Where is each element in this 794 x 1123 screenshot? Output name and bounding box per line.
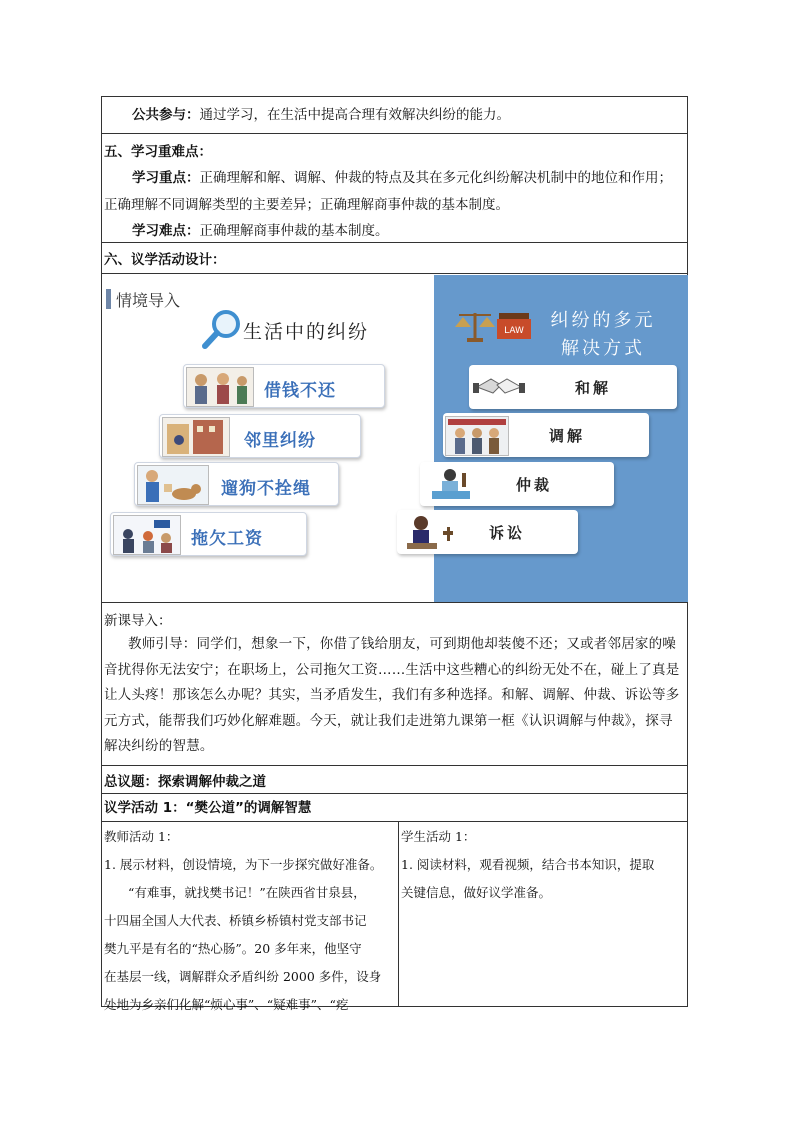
- teacher-line: 樊九平是有名的“热心肠”。20 多年来，他坚守: [104, 941, 362, 956]
- key-points-label: 学习重点：: [132, 170, 200, 186]
- activity1-title: 议学活动 1：“樊公道”的调解智慧: [104, 800, 312, 816]
- student-line: 1. 阅读材料，观看视频，结合书本知识，提取: [401, 857, 655, 872]
- teacher-activity: [104, 823, 398, 1019]
- intro-line: 让人头疼！那该怎么办呢？其实，当矛盾发生，我们有多种选择。和解、调解、仲裁、诉讼等多: [104, 687, 680, 704]
- teacher-activity-title: 教师活动 1：: [104, 829, 179, 844]
- main-topic: 总议题：探索调解仲裁之道: [104, 774, 266, 790]
- arbitration-illustration: [426, 465, 476, 503]
- intro-line: 音扰得你无法安宁；在职场上，公司拖欠工资……生活中这些糟心的纠纷无处不在，碰上了真是: [104, 661, 680, 678]
- student-activity-title: 学生活动 1：: [401, 829, 476, 844]
- public-participation-text: 通过学习，在生活中提高合理有效解决纠纷的能力。: [199, 107, 510, 123]
- teacher-line: 在基层一线，调解群众矛盾纠纷 2000 多件，设身: [104, 969, 382, 984]
- dispute-label-dog: 遛狗不拴绳: [221, 479, 311, 499]
- right-title-line1: 纠纷的多元: [550, 310, 656, 331]
- dispute-card-neighbor: [159, 414, 361, 458]
- row-divider: [102, 242, 687, 243]
- column-divider: [398, 821, 399, 1007]
- right-title-line2: 解决方式: [561, 338, 645, 359]
- intro-line: 解决纠纷的智慧。: [104, 738, 214, 755]
- row-divider: [102, 793, 687, 794]
- intro-paragraph: [104, 632, 688, 760]
- resolution-label-reconciliation: 和解: [575, 379, 612, 397]
- key-points-text: 正确理解和解、调解、仲裁的特点及其在多元化纠纷解决机制中的地位和作用；: [199, 170, 672, 186]
- section-title-bar: [106, 289, 111, 309]
- resolution-card-reconciliation: [469, 365, 677, 409]
- resolution-label-arbitration: 仲裁: [516, 476, 553, 494]
- teacher-line: 十四届全国人大代表、桥镇乡桥镇村党支部书记: [104, 913, 367, 928]
- student-activity: [401, 823, 687, 907]
- row-divider: [102, 133, 687, 134]
- row-divider: [102, 821, 687, 822]
- dispute-label-loan: 借钱不还: [264, 381, 336, 401]
- wages-illustration: [113, 515, 181, 555]
- dispute-label-neighbor: 邻里纠纷: [244, 431, 316, 451]
- loan-illustration: [186, 367, 254, 407]
- litigation-illustration: [403, 513, 457, 551]
- public-participation-line: [132, 105, 510, 125]
- intro-title: 新课导入：: [104, 613, 172, 629]
- dispute-card-wages: [110, 512, 307, 556]
- scenario-intro-figure: [103, 275, 688, 602]
- student-line: 关键信息，做好议学准备。: [401, 885, 552, 900]
- left-title: 生活中的纠纷: [243, 321, 370, 343]
- figure-section-title: 情境导入: [116, 291, 181, 310]
- row-divider: [102, 273, 687, 274]
- resolution-card-litigation: [397, 510, 578, 554]
- resolution-label-litigation: 诉讼: [489, 524, 526, 542]
- intro-line: 元方式，能帮我们巧妙化解难题。今天，就让我们走进第九课第一框《认识调解与仲裁》，探寻: [104, 712, 673, 729]
- dog-illustration: [137, 465, 209, 505]
- handshake-icon: [473, 369, 525, 405]
- teacher-line: 1. 展示材料，创设情境，为下一步探究做好准备。: [104, 857, 383, 872]
- dispute-card-loan: [183, 364, 385, 408]
- row-divider: [102, 602, 687, 603]
- section6-title: 六、议学活动设计：: [104, 252, 226, 268]
- difficulty-line: [132, 221, 389, 241]
- dispute-card-dog: [134, 462, 339, 506]
- key-points-line2: 正确理解不同调解类型的主要差异；正确理解商事仲裁的基本制度。: [104, 197, 509, 213]
- teacher-line: “有难事，就找樊书记！”在陕西省甘泉县，: [128, 885, 366, 900]
- difficulty-text: 正确理解商事仲裁的基本制度。: [199, 223, 389, 239]
- row-divider: [102, 765, 687, 766]
- law-sign-text: LAW: [504, 326, 524, 336]
- neighbor-illustration: [162, 417, 230, 457]
- section5-title: 五、学习重难点：: [104, 144, 212, 160]
- lesson-plan-table: [101, 96, 688, 1012]
- resolution-label-mediation: 调解: [549, 427, 586, 445]
- intro-line: 教师引导：同学们，想象一下，你借了钱给朋友，可到期他却装傻不还；又或者邻居家的噪: [128, 636, 676, 652]
- key-points-line: [132, 168, 672, 188]
- magnifier-icon: [201, 307, 245, 351]
- teacher-line: 处地为乡亲们化解“烦心事”、“疑难事”、“疙: [104, 997, 349, 1012]
- difficulty-label: 学习难点：: [132, 223, 200, 239]
- resolution-card-mediation: [443, 413, 649, 457]
- resolution-card-arbitration: [420, 462, 614, 506]
- dispute-label-wages: 拖欠工资: [191, 529, 263, 549]
- public-participation-label: 公共参与：: [132, 107, 200, 123]
- mediation-illustration: [445, 416, 509, 456]
- right-title: [523, 307, 683, 363]
